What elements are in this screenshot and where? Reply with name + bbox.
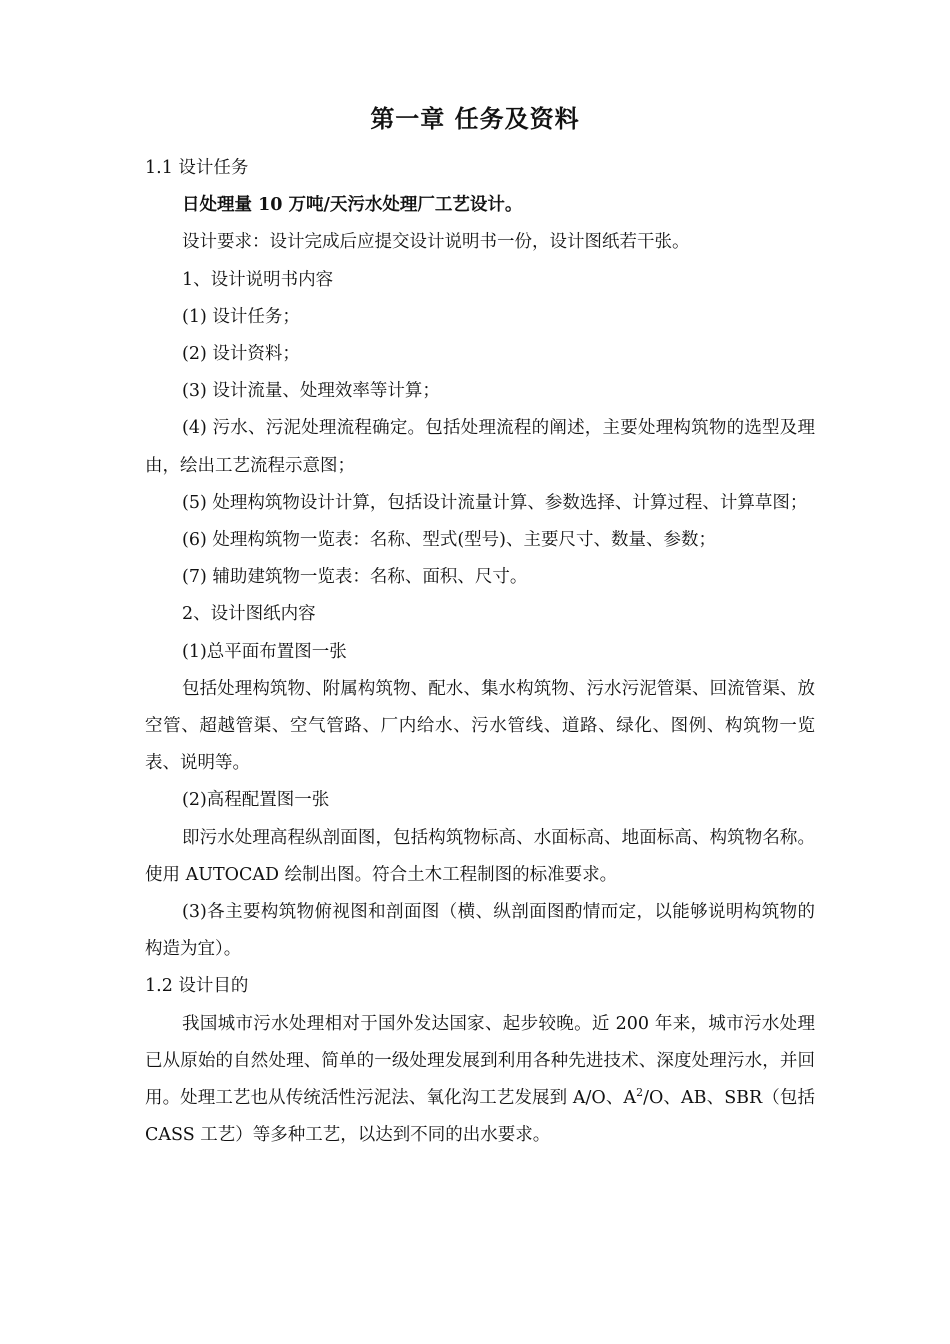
manual-item: (2) 设计资料；: [182, 344, 300, 365]
manual-item: (1) 设计任务；: [182, 306, 300, 327]
design-task-statement: 日处理量 10 万吨/天污水处理厂工艺设计。: [182, 195, 523, 216]
design-requirements: 设计要求：设计完成后应提交设计说明书一份，设计图纸若干张。: [182, 232, 690, 253]
section-heading-design-task: 1.1 设计任务: [145, 158, 249, 178]
drawing-contents-heading: 2、设计图纸内容: [182, 604, 316, 625]
document-body: [145, 150, 815, 1154]
chapter-title: 第一章 任务及资料: [370, 104, 580, 133]
drawing-1-title: (1)总平面布置图一张: [182, 641, 347, 662]
manual-item: (5) 处理构筑物设计计算，包括设计流量计算、参数选择、计算过程、计算草图；: [182, 492, 808, 513]
drawing-2-description: 即污水处理高程纵剖面图，包括构筑物标高、水面标高、地面标高、构筑物名称。使用 AUTOCAD 绘制出图。符合土木工程制图的标准要求。: [145, 827, 815, 885]
manual-contents-heading: 1、设计说明书内容: [182, 269, 334, 290]
manual-item: (4) 污水、污泥处理流程确定。包括处理流程的阐述，主要处理构筑物的选型及理由，绘出工艺流程示意图；: [145, 418, 815, 476]
design-purpose-paragraph: [145, 1006, 815, 1155]
design-purpose-text-part1: 我国城市污水处理相对于国外发达国家、起步较晚。近 200 年来，城市污水处理已从原始的自然处理、简单的一级处理发展到利用各种先进技术、深度处理污水，并回用。处理工艺也从传统活性污泥法、氧化沟工艺发展到 A/O、A: [145, 1013, 815, 1109]
drawing-3-description: (3)各主要构筑物俯视图和剖面图（横、纵剖面图酌情而定，以能够说明构筑物的构造为宜）。: [145, 902, 815, 960]
design-purpose-text-part2: /O、AB、SBR（包括 CASS 工艺）等多种工艺，以达到不同的出水要求。: [145, 1088, 815, 1146]
manual-item: (3) 设计流量、处理效率等计算；: [182, 381, 440, 402]
manual-item: (6) 处理构筑物一览表：名称、型式(型号)、主要尺寸、数量、参数；: [182, 530, 717, 551]
section-heading-design-purpose: 1.2 设计目的: [145, 976, 249, 997]
superscript-two: 2: [636, 1086, 644, 1100]
drawing-2-title: (2)高程配置图一张: [182, 790, 330, 811]
manual-item: (7) 辅助建筑物一览表：名称、面积、尺寸。: [182, 567, 528, 588]
drawing-1-description: 包括处理构筑物、附属构筑物、配水、集水构筑物、污水污泥管渠、回流管渠、放空管、超越管渠、空气管路、厂内给水、污水管线、道路、绿化、图例、构筑物一览表、说明等。: [145, 678, 815, 774]
